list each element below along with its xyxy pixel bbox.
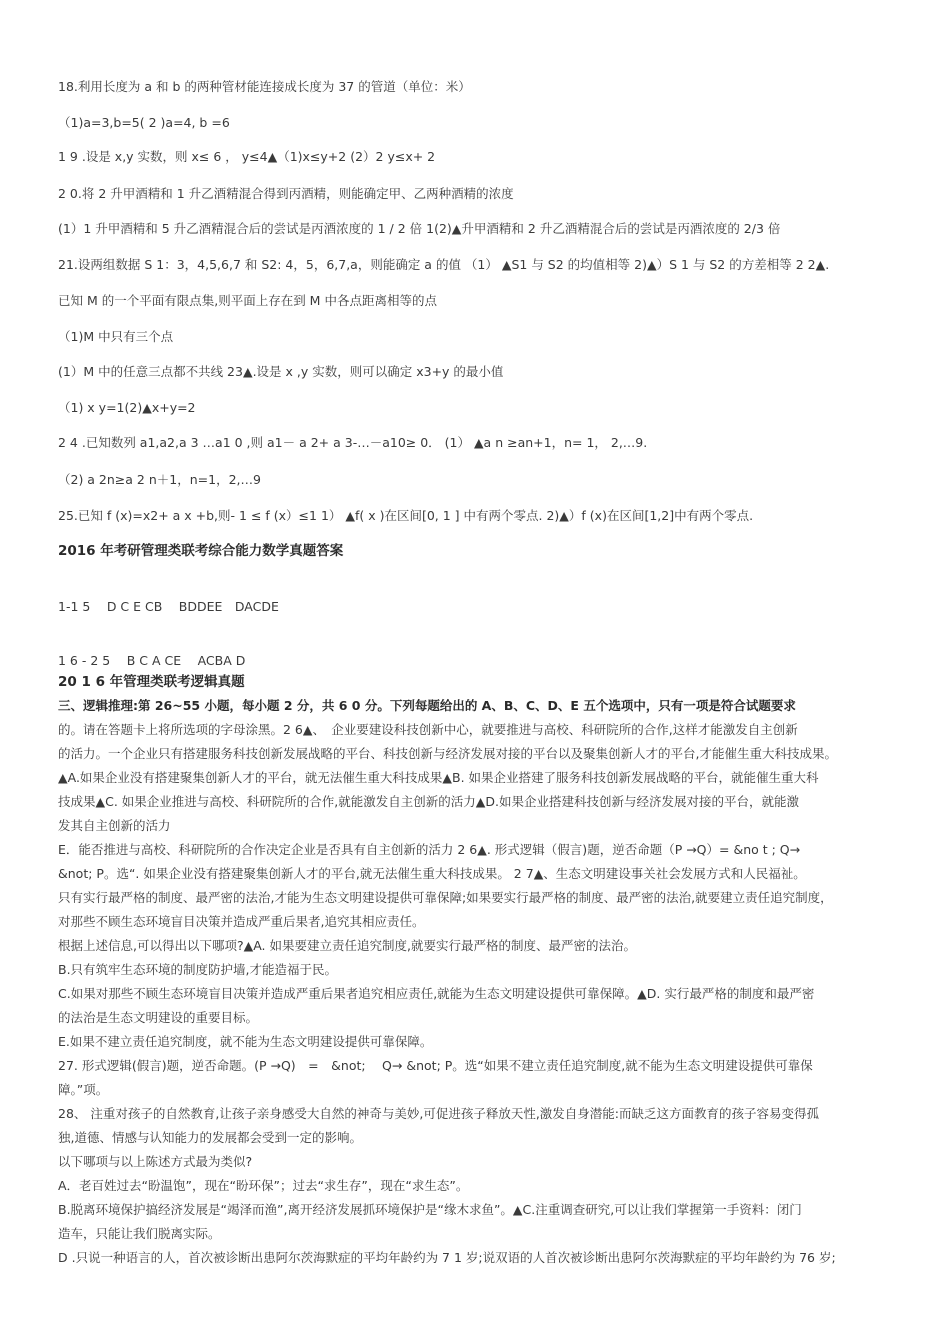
q22-condition-1: （1)M 中只有三个点 [58, 329, 174, 344]
para-line: &not; P。选“. 如果企业没有搭建聚集创新人才的平台,就无法催生重大科技成果。 2 7▲、生态文明建设事关社会发展方式和人民福祉。 [58, 866, 806, 881]
q20-conditions: (1）1 升甲酒精和 5 升乙酒精混合后的尝试是丙酒浓度的 1 / 2 倍 1(2)▲升甲酒精和 2 升乙酒精混合后的尝试是丙酒浓度的 2/3 倍 [58, 221, 781, 236]
para-line: 28、 注重对孩子的自然教育,让孩子亲身感受大自然的神奇与美妙,可促进孩子释放天性,激发自身潜能:而缺乏这方面教育的孩子容易变得孤 [58, 1106, 820, 1121]
para-line: B.只有筑牢生态环境的制度防护墙,才能造福于民。 [58, 962, 338, 977]
para-line: 根据上述信息,可以得出以下哪项?▲A. 如果要建立责任追究制度,就要实行最严格的制度、最严密的法治。 [58, 938, 636, 953]
q22-text: 已知 M 的一个平面有限点集,则平面上存在到 M 中各点距离相等的点 [58, 293, 437, 308]
para-line: 造车，只能让我们脱离实际。 [58, 1226, 221, 1241]
para-line: B.脱离环境保护搞经济发展是“竭泽而渔”,离开经济发展抓环境保护是“缘木求鱼”。▲C.注重调查研究,可以让我们掌握第一手资料：闭门 [58, 1202, 802, 1217]
para-line: 独,道德、情感与认知能力的发展都会受到一定的影响。 [58, 1130, 362, 1145]
para-line: 27. 形式逻辑(假言)题，逆否命题。(P →Q) = &not; Q→ &not; P。选“如果不建立责任追究制度,就不能为生态文明建设提供可靠保 [58, 1058, 813, 1073]
para-line: 的活力。一个企业只有搭建服务科技创新发展战略的平台、科技创新与经济发展对接的平台以及聚集创新人才的平台,才能催生重大科技成果。 [58, 746, 837, 761]
para-line: 的法治是生态文明建设的重要目标。 [58, 1010, 259, 1025]
math-answers-title: 2016 年考研管理类联考综合能力数学真题答案 [58, 543, 344, 559]
q18-text: 18.利用长度为 a 和 b 的两种管材能连接成长度为 37 的管道（单位：米） [58, 79, 471, 94]
logic-title: 20 1 6 年管理类联考逻辑真题 [58, 674, 245, 690]
answers-1-15: 1-1 5 D C E CB BDDEE DACDE [58, 599, 279, 614]
q24-condition-2: （2) a 2n≥a 2 n＋1，n=1，2,…9 [58, 472, 261, 487]
logic-body [58, 694, 894, 1270]
q25-text: 25.已知 f (x)=x2+ a x +b,则- 1 ≤ f (x）≤1 1） ▲f( x )在区间[0, 1 ] 中有两个零点. 2)▲）f (x)在区间[1,2]中有两个零点. [58, 508, 754, 523]
q19-text: 1 9 .设是 x,y 实数，则 x≤ 6 ， y≤4▲（1)x≤y+2 (2）2 y≤x+ 2 [58, 149, 436, 164]
answers-16-25: 1 6 - 2 5 B C A CE ACBA D [58, 653, 246, 668]
para-line: 只有实行最严格的制度、最严密的法治,才能为生态文明建设提供可靠保障;如果要实行最严格的制度、最严密的法治,就要建立责任追究制度， [58, 890, 833, 905]
para-line: 障。”项。 [58, 1082, 109, 1097]
para-line: ▲A.如果企业没有搭建聚集创新人才的平台，就无法催生重大科技成果▲B. 如果企业搭建了服务科技创新发展战略的平台，就能催生重大科 [58, 770, 819, 785]
para-line: 的。请在答题卡上将所选项的字母涂黑。2 6▲、 企业要建设科技创新中心，就要推进与高校、科研院所的合作,这样才能激发自主创新 [58, 722, 798, 737]
q21-text: 21.设两组数据 S 1：3，4,5,6,7 和 S2: 4，5，6,7,a，则能确定 a 的值 （1） ▲S1 与 S2 的均值相等 2)▲）S 1 与 S2 的方差相等 2 2▲. [58, 257, 830, 272]
para-line: C.如果对那些不顾生态环境盲目决策并造成严重后果者追究相应责任,就能为生态文明建设提供可靠保障。▲D. 实行最严格的制度和最严密 [58, 986, 815, 1001]
para-line: E.如果不建立责任追究制度，就不能为生态文明建设提供可靠保障。 [58, 1034, 433, 1049]
q23-conditions: （1) x y=1(2)▲x+y=2 [58, 400, 196, 415]
section3-heading: 三、逻辑推理:第 26~55 小题，每小题 2 分，共 6 0 分。下列每题给出的 A、B、C、D、E 五个选项中，只有一项是符合试题要求 [58, 698, 796, 713]
para-line: 发其自主创新的活力 [58, 818, 171, 833]
para-line: 技成果▲C. 如果企业推进与高校、科研院所的合作,就能激发自主创新的活力▲D.如果企业搭建科技创新与经济发展对接的平台，就能激 [58, 794, 799, 809]
q18-conditions: （1)a=3,b=5( 2 )a=4, b =6 [58, 115, 230, 130]
q23-text: (1）M 中的任意三点都不共线 23▲.设是 x ,y 实数，则可以确定 x3+y 的最小值 [58, 364, 504, 379]
q20-text: 2 0.将 2 升甲酒精和 1 升乙酒精混合得到丙酒精，则能确定甲、乙两种酒精的浓度 [58, 186, 514, 201]
para-line: A．老百姓过去“盼温饱”，现在“盼环保”；过去“求生存”，现在“求生态”。 [58, 1178, 469, 1193]
para-line: D .只说一种语言的人，首次被诊断出患阿尔茨海默症的平均年龄约为 7 1 岁;说双语的人首次被诊断出患阿尔茨海默症的平均年龄约为 76 岁; [58, 1250, 836, 1265]
para-line: 对那些不顾生态环境盲目决策并造成严重后果者,追究其相应责任。 [58, 914, 425, 929]
q24-text: 2 4 .已知数列 a1,a2,a 3 …a1 0 ,则 a1－ a 2+ a 3-…－a10≥ 0． (1） ▲a n ≥an+1，n= 1， 2,…9. [58, 435, 648, 450]
para-line: E．能否推进与高校、科研院所的合作决定企业是否具有自主创新的活力 2 6▲. 形式逻辑（假言)题，逆否命题（P →Q）= &no t ; Q→ [58, 842, 801, 857]
para-line: 以下哪项与以上陈述方式最为类似? [58, 1154, 253, 1169]
